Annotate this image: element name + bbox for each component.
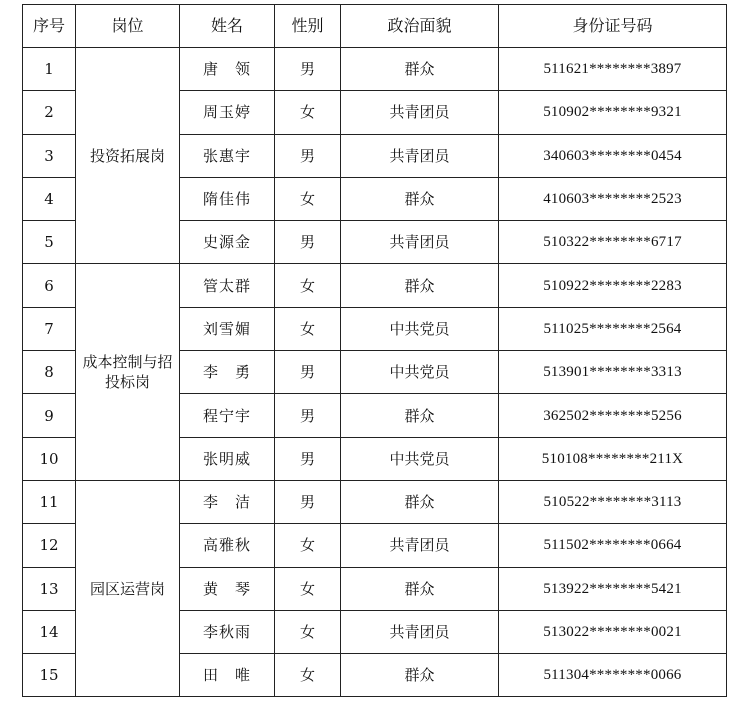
name-cell: [180, 480, 275, 523]
index-cell: [23, 437, 76, 480]
gender-cell: [275, 567, 341, 610]
id-number-cell-text: 513922********5421: [543, 580, 682, 597]
name-cell: [180, 134, 275, 177]
name-cell-text: 黄 琴: [202, 579, 251, 598]
index-cell-text: 8: [44, 363, 54, 382]
gender-cell: [275, 91, 341, 134]
id-number-cell-text: 510922********2283: [543, 277, 682, 294]
index-cell: [23, 177, 76, 220]
id-number-cell-text: 510902********9321: [543, 104, 682, 121]
name-cell-text: 张明威: [202, 449, 251, 468]
index-cell-text: 14: [39, 623, 59, 641]
index-cell: [23, 610, 76, 653]
name-cell-text: 周玉婷: [202, 103, 251, 122]
id-number-cell: [499, 394, 727, 437]
name-cell: [180, 610, 275, 653]
gender-cell: [275, 177, 341, 220]
name-cell: [180, 437, 275, 480]
id-number-cell: [499, 524, 727, 567]
header-index: 序号: [23, 5, 76, 48]
index-cell: [23, 567, 76, 610]
id-number-cell-text: 511502********0664: [543, 537, 682, 554]
id-number-cell: [499, 480, 727, 523]
political-status-cell-text: 群众: [404, 60, 435, 79]
table-row: [23, 480, 727, 523]
political-status-cell: [341, 177, 499, 220]
gender-cell-text: 男: [299, 146, 315, 165]
political-status-cell-text: 共青团员: [389, 623, 450, 641]
id-number-cell: [499, 221, 727, 264]
index-cell-text: 9: [44, 406, 54, 425]
index-cell: [23, 134, 76, 177]
id-number-cell: [499, 567, 727, 610]
index-cell-text: 5: [44, 233, 54, 252]
position-cell-text: 成本控制与招投标岗: [82, 353, 173, 392]
index-cell-text: 7: [44, 319, 54, 338]
political-status-cell: [341, 567, 499, 610]
index-cell: [23, 48, 76, 91]
index-cell: [23, 394, 76, 437]
id-number-cell-text: 340603********0454: [543, 147, 682, 164]
name-cell-text: 管太群: [202, 276, 251, 295]
gender-cell-text: 男: [299, 493, 315, 512]
political-status-cell: [341, 264, 499, 307]
gender-cell-text: 女: [299, 536, 315, 555]
political-status-cell-text: 群众: [404, 276, 435, 295]
political-status-cell: [341, 91, 499, 134]
political-status-cell: [341, 134, 499, 177]
id-number-cell: [499, 91, 727, 134]
name-cell-text: 田 唯: [202, 666, 251, 685]
id-number-cell: [499, 48, 727, 91]
name-cell-text: 张惠宇: [202, 146, 251, 165]
gender-cell-text: 女: [299, 190, 315, 209]
political-status-cell: [341, 654, 499, 697]
gender-cell: [275, 437, 341, 480]
index-cell-text: 11: [39, 493, 59, 512]
gender-cell: [275, 221, 341, 264]
header-row: [23, 5, 727, 48]
index-cell: [23, 351, 76, 394]
gender-cell-text: 男: [299, 449, 315, 468]
gender-cell-text: 男: [299, 406, 315, 425]
index-cell-text: 3: [44, 146, 54, 165]
name-cell-text: 隋佳伟: [202, 190, 251, 209]
table-body: [23, 48, 727, 697]
index-cell: [23, 480, 76, 523]
gender-cell-text: 男: [299, 60, 315, 79]
index-cell: [23, 524, 76, 567]
index-cell-text: 4: [44, 190, 54, 209]
political-status-cell: [341, 610, 499, 653]
political-status-cell-text: 共青团员: [389, 233, 450, 252]
id-number-cell: [499, 654, 727, 697]
name-cell-text: 唐 领: [202, 60, 251, 79]
header-name: 姓名: [180, 5, 275, 48]
political-status-cell-text: 共青团员: [389, 536, 450, 555]
gender-cell: [275, 351, 341, 394]
name-cell: [180, 394, 275, 437]
id-number-cell-text: 511621********3897: [543, 61, 682, 78]
name-cell: [180, 351, 275, 394]
id-number-cell-text: 511304********0066: [543, 667, 682, 684]
political-status-cell-text: 中共党员: [389, 319, 450, 338]
gender-cell: [275, 480, 341, 523]
id-number-cell-text: 510522********3113: [543, 494, 682, 511]
gender-cell: [275, 307, 341, 350]
gender-cell: [275, 264, 341, 307]
political-status-cell: [341, 307, 499, 350]
roster-table: [22, 4, 727, 697]
gender-cell-text: 男: [299, 233, 315, 252]
name-cell: [180, 567, 275, 610]
index-cell-text: 10: [39, 449, 59, 468]
political-status-cell: [341, 394, 499, 437]
political-status-cell-text: 共青团员: [389, 146, 450, 165]
political-status-cell-text: 共青团员: [389, 103, 450, 122]
name-cell-text: 高雅秋: [202, 536, 251, 555]
name-cell-text: 刘雪媚: [202, 319, 251, 338]
index-cell: [23, 91, 76, 134]
gender-cell: [275, 134, 341, 177]
gender-cell-text: 女: [299, 319, 315, 338]
political-status-cell-text: 中共党员: [389, 449, 450, 468]
id-number-cell-text: 362502********5256: [543, 407, 682, 424]
index-cell: [23, 264, 76, 307]
header-id-number: 身份证号码: [499, 5, 727, 48]
name-cell-text: 李 洁: [202, 493, 251, 512]
name-cell: [180, 177, 275, 220]
name-cell: [180, 221, 275, 264]
id-number-cell: [499, 610, 727, 653]
index-cell-text: 2: [44, 103, 54, 122]
id-number-cell-text: 513901********3313: [543, 364, 682, 381]
gender-cell: [275, 394, 341, 437]
political-status-cell-text: 群众: [404, 406, 435, 425]
index-cell-text: 12: [39, 536, 59, 555]
id-number-cell: [499, 134, 727, 177]
political-status-cell-text: 群众: [404, 579, 435, 598]
header-political: 政治面貌: [341, 5, 499, 48]
id-number-cell: [499, 177, 727, 220]
name-cell-text: 李秋雨: [202, 623, 251, 641]
gender-cell: [275, 524, 341, 567]
political-status-cell: [341, 221, 499, 264]
position-cell-text: 投资拓展岗: [89, 146, 165, 165]
position-cell: [76, 480, 180, 696]
table-row: [23, 48, 727, 91]
name-cell-text: 程宁宇: [202, 406, 251, 425]
political-status-cell: [341, 437, 499, 480]
table-header: [23, 5, 727, 48]
gender-cell: [275, 654, 341, 697]
id-number-cell: [499, 264, 727, 307]
id-number-cell: [499, 437, 727, 480]
id-number-cell-text: 410603********2523: [543, 191, 682, 208]
gender-cell-text: 女: [299, 579, 315, 598]
id-number-cell: [499, 351, 727, 394]
position-cell-text: 园区运营岗: [89, 579, 165, 598]
position-cell: [76, 264, 180, 480]
gender-cell-text: 女: [299, 666, 315, 685]
index-cell-text: 1: [44, 60, 54, 79]
name-cell: [180, 307, 275, 350]
name-cell: [180, 91, 275, 134]
political-status-cell-text: 群众: [404, 493, 435, 512]
id-number-cell-text: 511025********2564: [543, 320, 682, 337]
name-cell: [180, 264, 275, 307]
index-cell-text: 15: [39, 666, 59, 685]
index-cell: [23, 307, 76, 350]
table-row: [23, 264, 727, 307]
gender-cell: [275, 610, 341, 653]
id-number-cell: [499, 307, 727, 350]
political-status-cell-text: 中共党员: [389, 363, 450, 382]
name-cell: [180, 524, 275, 567]
header-position: 岗位: [76, 5, 180, 48]
political-status-cell-text: 群众: [404, 666, 435, 685]
name-cell-text: 史源金: [202, 233, 251, 252]
political-status-cell: [341, 524, 499, 567]
gender-cell-text: 女: [299, 623, 315, 641]
position-cell: [76, 48, 180, 264]
index-cell-text: 6: [44, 276, 54, 295]
index-cell: [23, 221, 76, 264]
index-cell: [23, 654, 76, 697]
header-gender: 性别: [275, 5, 341, 48]
id-number-cell-text: 513022********0021: [543, 624, 682, 640]
id-number-cell-text: 510322********6717: [543, 234, 682, 251]
name-cell: [180, 654, 275, 697]
political-status-cell: [341, 480, 499, 523]
political-status-cell: [341, 48, 499, 91]
political-status-cell: [341, 351, 499, 394]
political-status-cell-text: 群众: [404, 190, 435, 209]
name-cell-text: 李 勇: [202, 363, 251, 382]
name-cell: [180, 48, 275, 91]
index-cell-text: 13: [39, 579, 59, 598]
id-number-cell-text: 510108********211X: [541, 450, 684, 467]
gender-cell: [275, 48, 341, 91]
gender-cell-text: 男: [299, 363, 315, 382]
gender-cell-text: 女: [299, 276, 315, 295]
gender-cell-text: 女: [299, 103, 315, 122]
